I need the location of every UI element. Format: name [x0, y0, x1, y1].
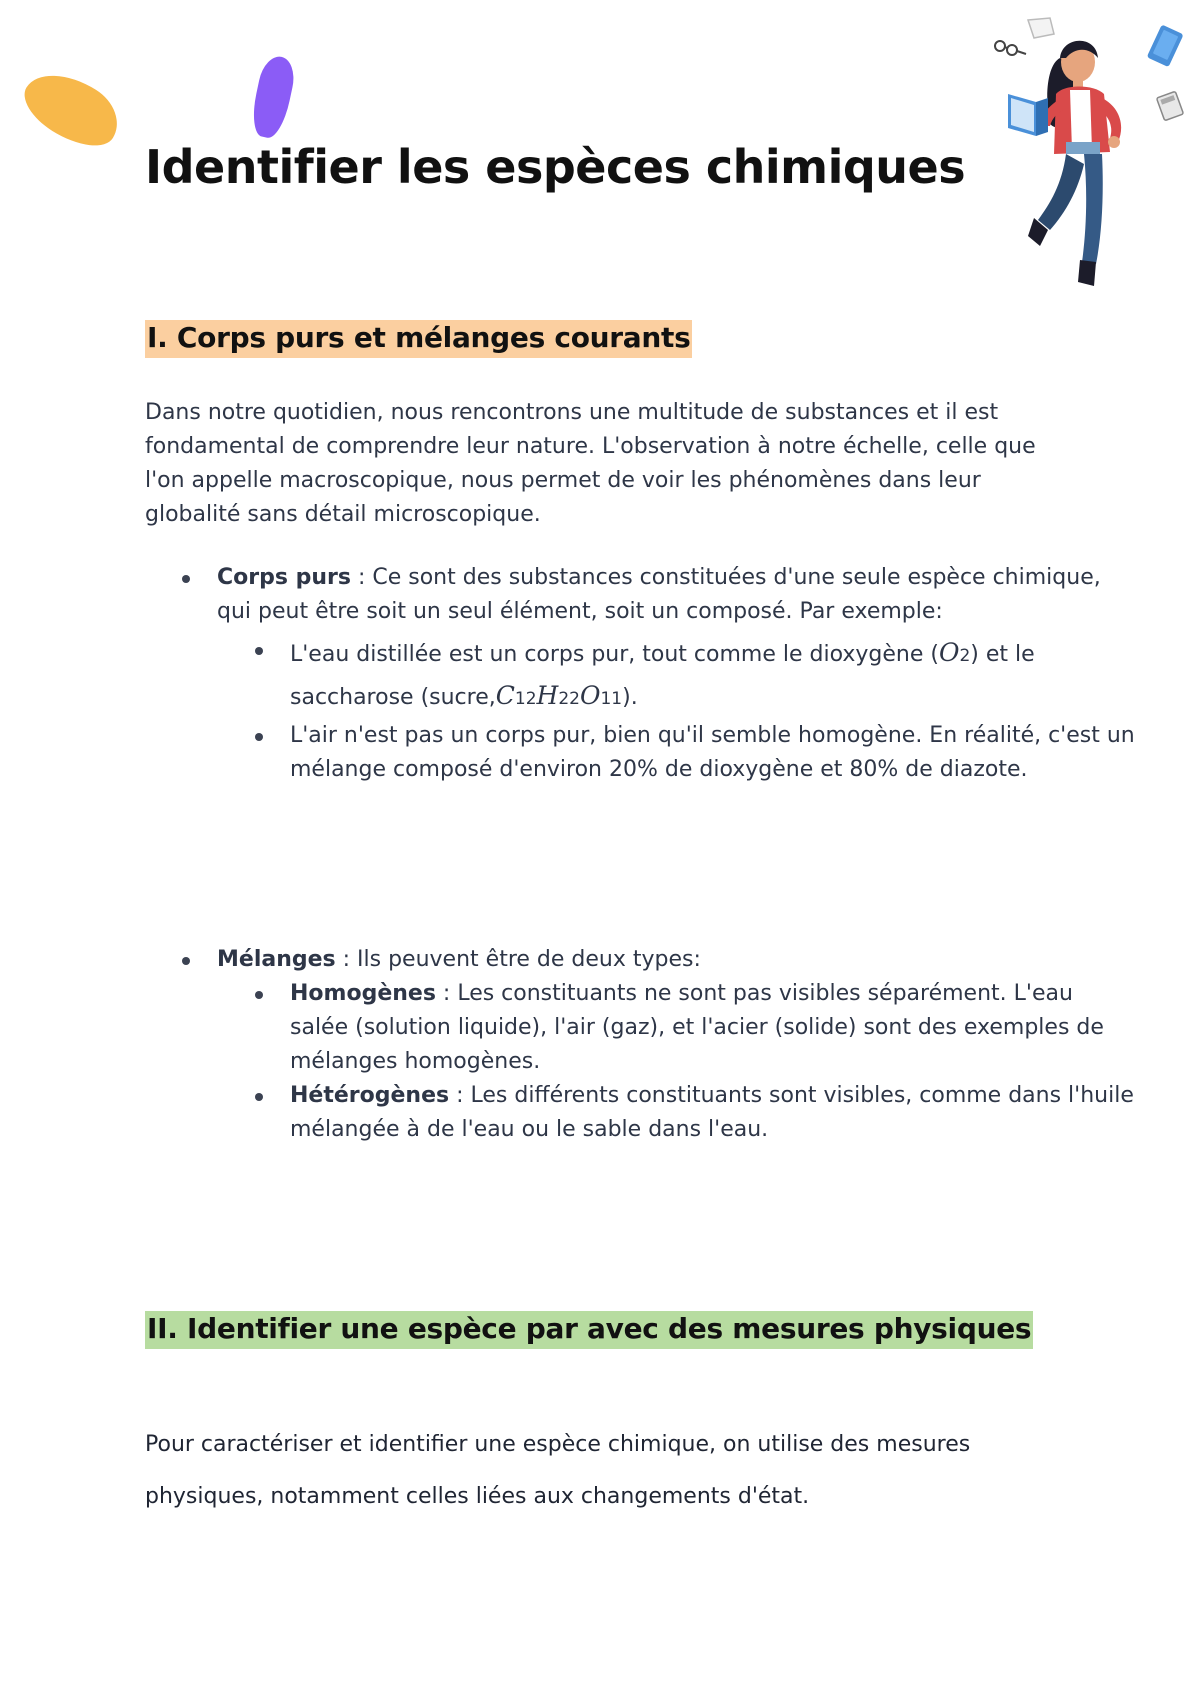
- list-item-heterogenes: [290, 1079, 1137, 1147]
- glasses-icon: [995, 41, 1026, 55]
- sucrose-carbon-symbol: C: [495, 681, 515, 710]
- page-title: Identifier les espèces chimiques: [145, 140, 966, 194]
- sucrose-hydrogen-subscript: 22: [558, 689, 580, 709]
- section1-intro-paragraph: Dans notre quotidien, nous rencontrons une multitude de substances et il est fondamental de comprendre leur nature. L'observation à notre échelle, celle que l'on appelle macroscopique, nous permet de voir les phénomènes dans leur globalité sans détail microscopique.: [145, 400, 1036, 527]
- melanges-label: Mélanges: [217, 947, 336, 972]
- sucrose-oxygen-subscript: 11: [600, 689, 623, 709]
- calculator-icon: [1156, 91, 1183, 120]
- heterogenes-text: : Les différents constituants sont visibles, comme dans l'huile mélangée à de l'eau ou le sable dans l'eau.: [290, 1083, 1134, 1142]
- decorative-orange-blob-icon: [14, 58, 130, 160]
- corps-purs-list: [145, 561, 1137, 787]
- sucrose-carbon-subscript: 12: [514, 689, 537, 709]
- o2-symbol: O: [938, 638, 960, 667]
- eau-distillee-text-a: L'eau distillée est un corps pur, tout comme le dioxygène (: [290, 642, 939, 667]
- homogenes-text: : Les constituants ne sont pas visibles séparément. L'eau salée (solution liquide), l'air (gaz), et l'acier (solide) sont des exemples de mélanges homogènes.: [290, 981, 1104, 1074]
- melanges-text: : Ils peuvent être de deux types:: [335, 947, 701, 972]
- list-item-homogenes: [290, 977, 1137, 1079]
- open-book-icon: [1008, 94, 1048, 136]
- list-item-corps-purs: [217, 561, 1137, 787]
- corps-purs-sublist: [217, 633, 1137, 787]
- section2-paragraph: Pour caractériser et identifier une espèce chimique, on utilise des mesures physiques, notamment celles liées aux changements d'état.: [145, 1432, 971, 1509]
- paper-icon: [1028, 18, 1054, 38]
- corps-purs-label: Corps purs: [217, 565, 351, 590]
- list-item-melanges: [217, 943, 1137, 1147]
- corps-purs-text: : Ce sont des substances constituées d'une seule espèce chimique, qui peut être soit un seul élément, soit un composé. Par exemple:: [217, 565, 1101, 624]
- eau-distillee-text-c: ).: [622, 685, 638, 710]
- melanges-sublist: [217, 977, 1137, 1147]
- sucrose-oxygen-symbol: O: [579, 681, 601, 710]
- heterogenes-label: Hétérogènes: [290, 1083, 450, 1108]
- melanges-list: [145, 943, 1137, 1147]
- phone-icon: [1147, 24, 1184, 67]
- list-item-eau-distillee: [290, 633, 1137, 719]
- list-item-air: L'air n'est pas un corps pur, bien qu'il semble homogène. En réalité, c'est un mélange composé d'environ 20% de dioxygène et 80% de diazote.: [290, 719, 1137, 787]
- decorative-purple-blob-icon: [248, 53, 298, 140]
- o2-subscript: 2: [959, 646, 971, 666]
- homogenes-label: Homogènes: [290, 981, 436, 1006]
- eau-distillee-text-b: ) et le saccharose (sucre,: [290, 642, 1035, 710]
- section-heading-1: I. Corps purs et mélanges courants: [145, 320, 692, 358]
- section-heading-2: II. Identifier une espèce par avec des mesures physiques: [145, 1311, 1033, 1349]
- student-reading-illustration-icon: [978, 14, 1188, 314]
- sucrose-hydrogen-symbol: H: [536, 681, 559, 710]
